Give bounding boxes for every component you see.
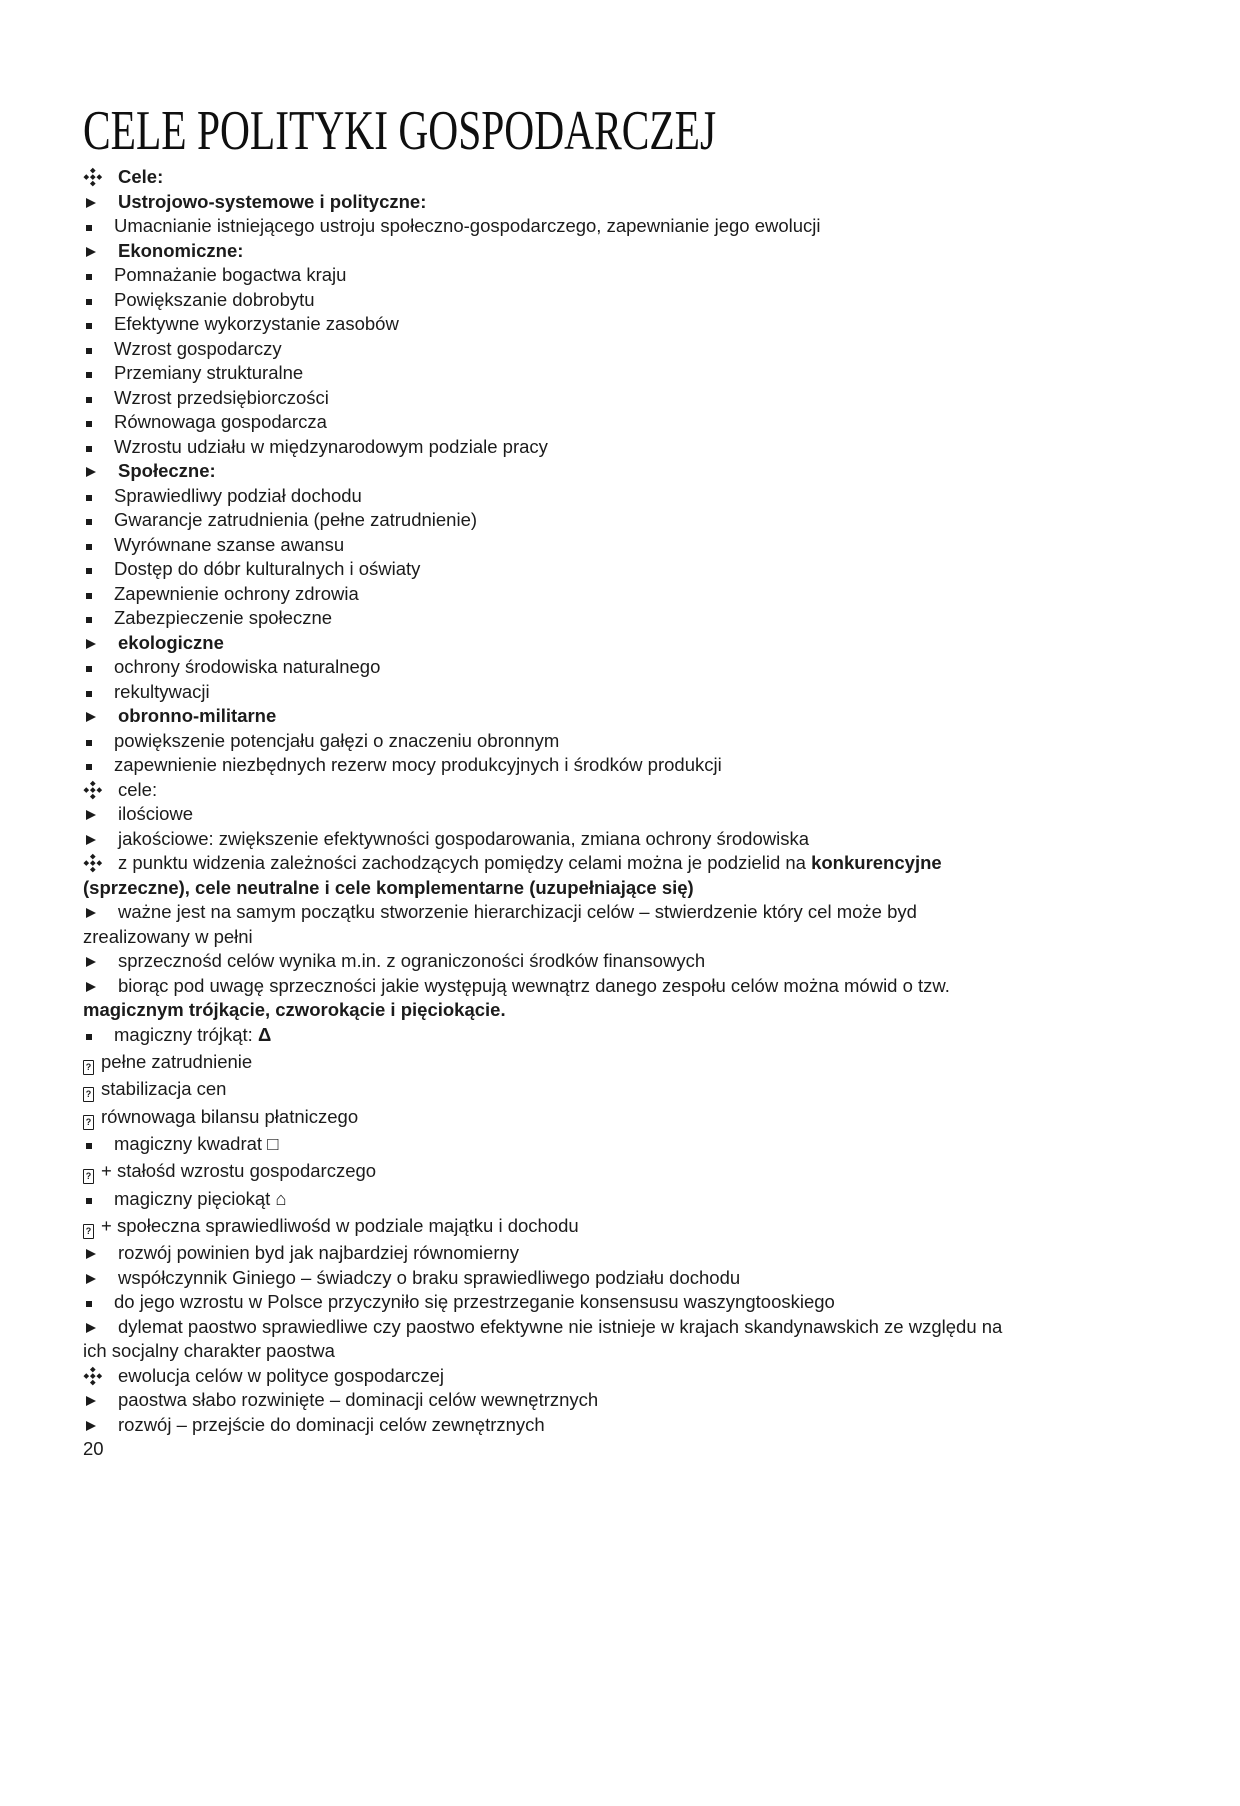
missing-glyph-icon: ? (83, 1087, 94, 1102)
list-item (83, 1187, 1157, 1212)
list-item (83, 949, 1157, 974)
list-item (83, 190, 1157, 215)
list-item (83, 1339, 1157, 1364)
text-segment: ekologiczne (118, 631, 224, 653)
missing-glyph-icon: ? (83, 1169, 94, 1184)
list-item (83, 1050, 1157, 1075)
document-lines (83, 165, 1157, 1437)
text-segment: rozwój powinien byd jak najbardziej równomierny (118, 1242, 520, 1263)
arrow-bullet-icon (83, 704, 118, 729)
missing-glyph-icon: ? (83, 1115, 94, 1130)
square-bullet-icon (83, 263, 114, 288)
list-item (83, 312, 1157, 337)
square-bullet-icon (83, 337, 114, 362)
list-item (83, 680, 1157, 705)
text-segment: ich socjalny charakter paostwa (83, 1340, 335, 1361)
arrow-bullet-icon (83, 239, 118, 264)
list-item (83, 827, 1157, 852)
square-bullet-icon (83, 582, 114, 607)
square-bullet-icon (83, 557, 114, 582)
list-item (83, 729, 1157, 754)
text-segment: konkurencyjne (811, 852, 942, 873)
text-segment: z punktu widzenia zależności zachodzących pomiędzy celami można je podzielid na (118, 852, 812, 873)
text-segment: Cele: (118, 166, 164, 187)
square-bullet-icon (83, 508, 114, 533)
square-bullet-icon (83, 533, 114, 558)
list-item (83, 1266, 1157, 1291)
list-item (83, 582, 1157, 607)
arrow-bullet-icon (83, 459, 118, 484)
diamond-bullet-icon (83, 778, 118, 803)
list-item (83, 778, 1157, 803)
text-segment: do jego wzrostu w Polsce przyczyniło się przestrzeganie konsensusu waszyngtooskiego (114, 1291, 835, 1312)
text-segment: Równowaga gospodarcza (114, 411, 327, 432)
square-bullet-icon (83, 753, 114, 778)
list-item (83, 214, 1157, 239)
text-segment: współczynnik Giniego – świadczy o braku sprawiedliwego podziału dochodu (118, 1266, 741, 1288)
text-segment: magiczny trójkąt: (114, 1023, 258, 1045)
list-item (83, 606, 1157, 631)
list-item (83, 386, 1157, 411)
text-segment: Przemiany strukturalne (114, 362, 304, 383)
text-segment: Zapewnienie ochrony zdrowia (114, 582, 359, 604)
square-bullet-icon (83, 214, 114, 239)
square-bullet-icon (83, 386, 114, 411)
list-item (83, 410, 1157, 435)
text-segment: ewolucja celów w polityce gospodarczej (118, 1364, 444, 1386)
square-bullet-icon (83, 606, 114, 631)
list-item (83, 851, 1157, 876)
text-segment: obronno-militarne (118, 705, 277, 726)
list-item (83, 337, 1157, 362)
text-segment: Gwarancje zatrudnienia (pełne zatrudnienie) (114, 509, 478, 530)
square-bullet-icon (83, 1187, 114, 1212)
square-bullet-icon (83, 410, 114, 435)
arrow-bullet-icon (83, 1315, 118, 1340)
text-segment: Wyrównane szanse awansu (114, 533, 345, 555)
list-item (83, 1105, 1157, 1130)
arrow-bullet-icon (83, 974, 118, 999)
text-segment: + stałośd wzrostu gospodarczego (101, 1160, 377, 1181)
page-title: CELE POLITYKI GOSPODARCZEJ (83, 100, 717, 162)
text-segment: rekultywacji (114, 680, 210, 702)
text-segment: magiczny kwadrat □ (114, 1133, 279, 1154)
text-segment: magiczny pięciokąt ⌂ (114, 1187, 287, 1209)
arrow-bullet-icon (83, 190, 118, 215)
arrow-bullet-icon (83, 900, 118, 925)
square-bullet-icon (83, 288, 114, 313)
text-segment: jakościowe: zwiększenie efektywności gospodarowania, zmiana ochrony środowiska (118, 827, 810, 849)
diamond-bullet-icon (83, 1364, 118, 1389)
text-segment: dylemat paostwo sprawiedliwe czy paostwo efektywne nie istnieje w krajach skandynawskich ze względu na (118, 1315, 1003, 1337)
arrow-bullet-icon (83, 631, 118, 656)
list-item (83, 557, 1157, 582)
text-segment: równowaga bilansu płatniczego (101, 1105, 359, 1127)
text-segment: Powiększanie dobrobytu (114, 288, 315, 310)
square-bullet-icon (83, 1132, 114, 1157)
arrow-bullet-icon (83, 1388, 118, 1413)
text-segment: Społeczne: (118, 460, 216, 481)
text-segment: Efektywne wykorzystanie zasobów (114, 313, 399, 334)
square-bullet-icon (83, 1290, 114, 1315)
list-item (83, 876, 1157, 901)
square-bullet-icon (83, 361, 114, 386)
text-segment: Umacnianie istniejącego ustroju społeczno-gospodarczego, zapewnianie jego ewolucji (114, 215, 821, 236)
text-segment: Pomnażanie bogactwa kraju (114, 264, 347, 285)
text-segment: stabilizacja cen (101, 1078, 227, 1099)
list-item (83, 484, 1157, 509)
text-segment: Dostęp do dóbr kulturalnych i oświaty (114, 558, 421, 579)
list-item (83, 1077, 1157, 1102)
list-item (83, 1241, 1157, 1266)
arrow-bullet-icon (83, 949, 118, 974)
text-segment: pełne zatrudnienie (101, 1050, 253, 1072)
list-item (83, 1388, 1157, 1413)
list-item (83, 435, 1157, 460)
text-segment: cele: (118, 778, 158, 800)
text-segment: Wzrostu udziału w międzynarodowym podziale pracy (114, 435, 548, 457)
list-item (83, 1315, 1157, 1340)
arrow-bullet-icon (83, 802, 118, 827)
list-item (83, 508, 1157, 533)
text-segment: ilościowe (118, 803, 194, 824)
text-segment: rozwój – przejście do dominacji celów zewnętrznych (118, 1413, 545, 1435)
list-item (83, 459, 1157, 484)
text-segment: Sprawiedliwy podział dochodu (114, 484, 362, 506)
list-item (83, 263, 1157, 288)
square-bullet-icon (83, 1023, 114, 1048)
square-bullet-icon (83, 680, 114, 705)
square-bullet-icon (83, 655, 114, 680)
list-item (83, 1413, 1157, 1438)
list-item (83, 704, 1157, 729)
arrow-bullet-icon (83, 1413, 118, 1438)
list-item (83, 900, 1157, 925)
list-item (83, 631, 1157, 656)
text-segment: zapewnienie niezbędnych rezerw mocy produkcyjnych i środków produkcji (114, 754, 722, 775)
list-item (83, 1159, 1157, 1184)
diamond-bullet-icon (83, 165, 118, 190)
list-item (83, 1132, 1157, 1157)
list-item (83, 361, 1157, 386)
square-bullet-icon (83, 729, 114, 754)
list-item (83, 288, 1157, 313)
list-item (83, 925, 1157, 950)
text-segment: sprzecznośd celów wynika m.in. z ograniczoności środków finansowych (118, 950, 706, 971)
square-bullet-icon (83, 484, 114, 509)
missing-glyph-icon: ? (83, 1060, 94, 1075)
text-segment: Ekonomiczne: (118, 239, 244, 261)
text-segment: Wzrost przedsiębiorczości (114, 386, 329, 408)
text-segment: magicznym trójkącie, czworokącie i pięciokącie. (83, 999, 506, 1020)
text-segment: Ustrojowo-systemowe i polityczne: (118, 190, 427, 212)
list-item (83, 165, 1157, 190)
arrow-bullet-icon (83, 827, 118, 852)
text-segment: Wzrost gospodarczy (114, 337, 282, 359)
text-segment: Δ (257, 1023, 272, 1045)
text-segment: biorąc pod uwagę sprzeczności jakie występują wewnątrz danego zespołu celów można mówid o tzw. (118, 974, 950, 996)
text-segment: ważne jest na samym początku stworzenie hierarchizacji celów – stwierdzenie który cel może byd (118, 901, 917, 922)
arrow-bullet-icon (83, 1241, 118, 1266)
text-segment: paostwa słabo rozwinięte – dominacji celów wewnętrznych (118, 1389, 599, 1410)
diamond-bullet-icon (83, 851, 118, 876)
page-number: 20 (83, 1438, 104, 1459)
list-item (83, 1023, 1157, 1048)
text-segment: Zabezpieczenie społeczne (114, 607, 333, 628)
arrow-bullet-icon (83, 1266, 118, 1291)
list-item (83, 998, 1157, 1023)
list-item (83, 1364, 1157, 1389)
list-item (83, 655, 1157, 680)
text-segment: (sprzeczne), cele neutralne i cele komplementarne (uzupełniające się) (83, 876, 694, 898)
text-segment: + społeczna sprawiedliwośd w podziale majątku i dochodu (101, 1214, 579, 1236)
list-item (83, 239, 1157, 264)
text-segment: powiększenie potencjału gałęzi o znaczeniu obronnym (114, 729, 560, 751)
text-segment: ochrony środowiska naturalnego (114, 656, 381, 677)
list-item (83, 1290, 1157, 1315)
missing-glyph-icon: ? (83, 1224, 94, 1239)
list-item (83, 802, 1157, 827)
square-bullet-icon (83, 312, 114, 337)
list-item (83, 533, 1157, 558)
square-bullet-icon (83, 435, 114, 460)
list-item (83, 974, 1157, 999)
list-item (83, 753, 1157, 778)
list-item (83, 1214, 1157, 1239)
text-segment: zrealizowany w pełni (83, 925, 253, 947)
